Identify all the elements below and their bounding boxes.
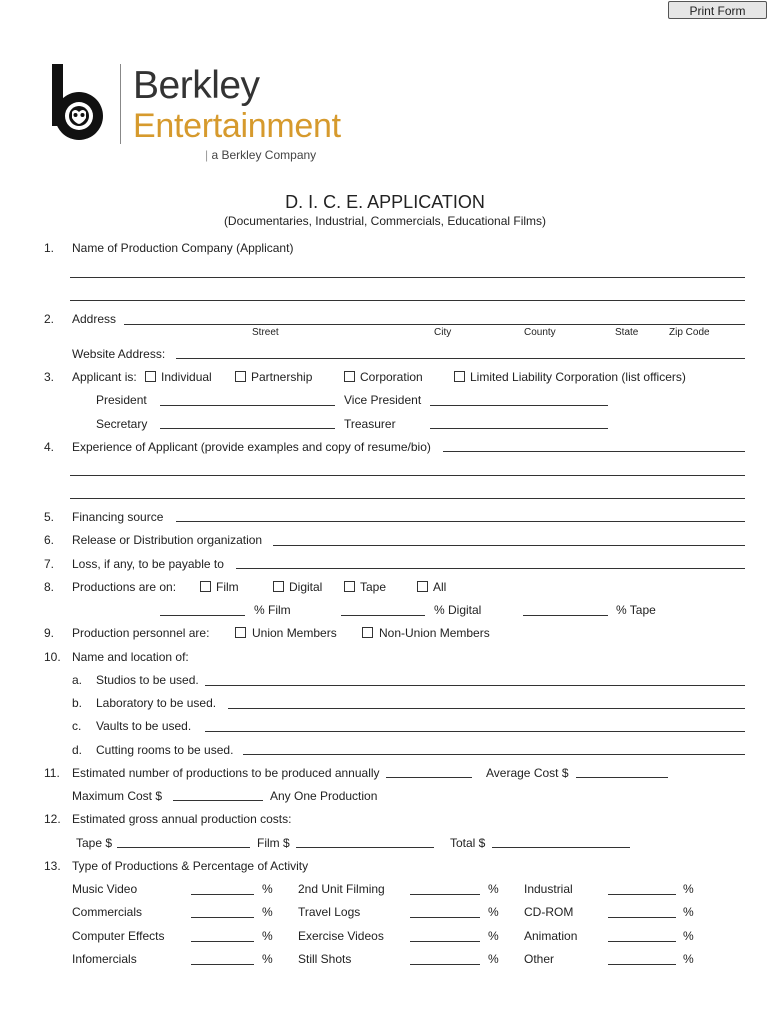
brand-sub: Entertainment	[133, 107, 341, 145]
cutting-rooms-field[interactable]	[243, 754, 745, 755]
max-cost-label: Maximum Cost $	[72, 789, 163, 803]
q12-number: 12.	[44, 812, 61, 826]
q13-number: 13.	[44, 859, 61, 873]
type-cd-rom: CD-ROM	[524, 905, 574, 919]
q11-label: Estimated number of productions to be produced annually	[72, 766, 380, 780]
treasurer-field[interactable]	[430, 428, 608, 429]
partnership-label: Partnership	[251, 370, 313, 384]
q10-label: Name and location of:	[72, 650, 189, 664]
llc-label: Limited Liability Corporation (list officers)	[470, 370, 686, 384]
q10d-label: Cutting rooms to be used.	[96, 743, 234, 757]
berkley-b-logo-icon	[48, 64, 110, 144]
experience-field-1[interactable]	[443, 451, 745, 452]
partnership-checkbox[interactable]	[235, 371, 246, 382]
address-field[interactable]	[124, 324, 745, 325]
q10c-letter: c.	[72, 719, 82, 733]
q9-label: Production personnel are:	[72, 626, 210, 640]
q8-number: 8.	[44, 580, 55, 594]
q4-number: 4.	[44, 440, 55, 454]
corporation-label: Corporation	[360, 370, 423, 384]
page-subtitle: (Documentaries, Industrial, Commercials, Educational Films)	[223, 214, 547, 228]
treasurer-label: Treasurer	[344, 417, 396, 431]
secretary-label: Secretary	[96, 417, 148, 431]
individual-checkbox[interactable]	[145, 371, 156, 382]
q6-label: Release or Distribution organization	[72, 533, 263, 547]
avg-cost-field[interactable]	[576, 777, 668, 778]
page-title: D. I. C. E. APPLICATION	[285, 192, 485, 212]
pct-symbol: %	[488, 929, 499, 943]
print-form-button[interactable]: Print Form	[668, 1, 767, 19]
type-2nd-unit: 2nd Unit Filming	[298, 882, 385, 896]
financing-field[interactable]	[176, 521, 745, 522]
president-field[interactable]	[160, 405, 335, 406]
street-caption: Street	[252, 327, 279, 338]
pct-symbol: %	[488, 952, 499, 966]
q3-number: 3.	[44, 370, 55, 384]
pct-commercials-field[interactable]	[191, 917, 254, 918]
avg-cost-label: Average Cost $	[486, 766, 569, 780]
pct-music-video-field[interactable]	[191, 894, 254, 895]
tape-cost-label: Tape $	[76, 836, 113, 850]
pct-symbol: %	[683, 905, 694, 919]
individual-label: Individual	[161, 370, 212, 384]
studios-field[interactable]	[205, 685, 745, 686]
union-label: Union Members	[252, 626, 337, 640]
film-checkbox[interactable]	[200, 581, 211, 592]
all-checkbox[interactable]	[417, 581, 428, 592]
distribution-field[interactable]	[273, 545, 745, 546]
pct-film-label: % Film	[254, 603, 291, 617]
pct-other-field[interactable]	[608, 964, 676, 965]
vp-label: Vice President	[344, 393, 422, 407]
tape-cost-field[interactable]	[117, 847, 250, 848]
type-computer-effects: Computer Effects	[72, 929, 165, 943]
brand-tagline: | a Berkley Company	[205, 148, 317, 162]
secretary-field[interactable]	[160, 428, 335, 429]
corporation-checkbox[interactable]	[344, 371, 355, 382]
q6-number: 6.	[44, 533, 55, 547]
film-cost-label: Film $	[257, 836, 290, 850]
q7-number: 7.	[44, 557, 55, 571]
vp-field[interactable]	[430, 405, 608, 406]
experience-field-3[interactable]	[70, 498, 745, 499]
type-still-shots: Still Shots	[298, 952, 352, 966]
vaults-field[interactable]	[205, 731, 745, 732]
q2-number: 2.	[44, 312, 55, 326]
type-other: Other	[524, 952, 555, 966]
film-label: Film	[216, 580, 239, 594]
total-cost-label: Total $	[450, 836, 486, 850]
q1-label: Name of Production Company (Applicant)	[72, 241, 294, 255]
type-infomercials: Infomercials	[72, 952, 137, 966]
q10a-letter: a.	[72, 673, 83, 687]
num-productions-field[interactable]	[386, 777, 472, 778]
pct-symbol: %	[488, 882, 499, 896]
nonunion-label: Non-Union Members	[379, 626, 490, 640]
pct-still-shots-field[interactable]	[410, 964, 480, 965]
pct-industrial-field[interactable]	[608, 894, 676, 895]
llc-checkbox[interactable]	[454, 371, 465, 382]
q13-label: Type of Productions & Percentage of Activity	[72, 859, 309, 873]
q12-label: Estimated gross annual production costs:	[72, 812, 292, 826]
tape-label: Tape	[360, 580, 387, 594]
type-industrial: Industrial	[524, 882, 573, 896]
pct-animation-field[interactable]	[608, 941, 676, 942]
q10d-letter: d.	[72, 743, 83, 757]
pct-tape-label: % Tape	[616, 603, 656, 617]
website-label: Website Address:	[72, 347, 166, 361]
q2-label: Address	[72, 312, 117, 326]
nonunion-checkbox[interactable]	[362, 627, 373, 638]
pct-symbol: %	[683, 882, 694, 896]
all-label: All	[433, 580, 447, 594]
q1-number: 1.	[44, 241, 55, 255]
q9-number: 9.	[44, 626, 55, 640]
pct-symbol: %	[683, 929, 694, 943]
experience-field-2[interactable]	[70, 475, 745, 476]
digital-label: Digital	[289, 580, 323, 594]
county-caption: County	[524, 327, 556, 338]
pct-tape-field[interactable]	[523, 615, 608, 616]
any-production-label: Any One Production	[270, 789, 378, 803]
type-travel-logs: Travel Logs	[298, 905, 361, 919]
q5-label: Financing source	[72, 510, 164, 524]
pct-2nd-unit-field[interactable]	[410, 894, 480, 895]
pct-computer-effects-field[interactable]	[191, 941, 254, 942]
tagline-text: a Berkley Company	[211, 148, 317, 162]
q4-label: Experience of Applicant (provide examples and copy of resume/bio)	[72, 440, 431, 454]
pct-cd-rom-field[interactable]	[608, 917, 676, 918]
type-commercials: Commercials	[72, 905, 143, 919]
q1-line-2[interactable]	[70, 300, 745, 301]
president-label: President	[96, 393, 147, 407]
max-cost-field[interactable]	[173, 800, 263, 801]
type-music-video: Music Video	[72, 882, 138, 896]
q3-label: Applicant is:	[72, 370, 137, 384]
pct-symbol: %	[262, 882, 273, 896]
union-checkbox[interactable]	[235, 627, 246, 638]
logo-divider	[120, 64, 121, 144]
state-caption: State	[615, 327, 639, 338]
pct-symbol: %	[262, 905, 273, 919]
q1-line-1[interactable]	[70, 277, 745, 278]
pct-exercise-videos-field[interactable]	[410, 941, 480, 942]
q5-number: 5.	[44, 510, 55, 524]
laboratory-field[interactable]	[228, 708, 745, 709]
pct-digital-label: % Digital	[434, 603, 482, 617]
pct-film-field[interactable]	[160, 615, 245, 616]
pct-symbol: %	[262, 929, 273, 943]
q10b-letter: b.	[72, 696, 83, 710]
q10-number: 10.	[44, 650, 61, 664]
total-cost-field[interactable]	[492, 847, 630, 848]
q10b-label: Laboratory to be used.	[96, 696, 217, 710]
pct-symbol: %	[488, 905, 499, 919]
q8-label: Productions are on:	[72, 580, 177, 594]
city-caption: City	[434, 327, 452, 338]
pct-symbol: %	[683, 952, 694, 966]
brand-name: Berkley	[133, 64, 260, 107]
q10a-label: Studios to be used.	[96, 673, 199, 687]
loss-payee-field[interactable]	[236, 568, 745, 569]
digital-checkbox[interactable]	[273, 581, 284, 592]
q10c-label: Vaults to be used.	[96, 719, 192, 733]
type-exercise-videos: Exercise Videos	[298, 929, 384, 943]
pct-travel-logs-field[interactable]	[410, 917, 480, 918]
pct-infomercials-field[interactable]	[191, 964, 254, 965]
zip-caption: Zip Code	[669, 327, 710, 338]
website-field[interactable]	[176, 358, 745, 359]
pct-digital-field[interactable]	[341, 615, 425, 616]
pct-symbol: %	[262, 952, 273, 966]
q11-number: 11.	[44, 766, 60, 780]
q7-label: Loss, if any, to be payable to	[72, 557, 224, 571]
tape-checkbox[interactable]	[344, 581, 355, 592]
film-cost-field[interactable]	[296, 847, 434, 848]
type-animation: Animation	[524, 929, 578, 943]
